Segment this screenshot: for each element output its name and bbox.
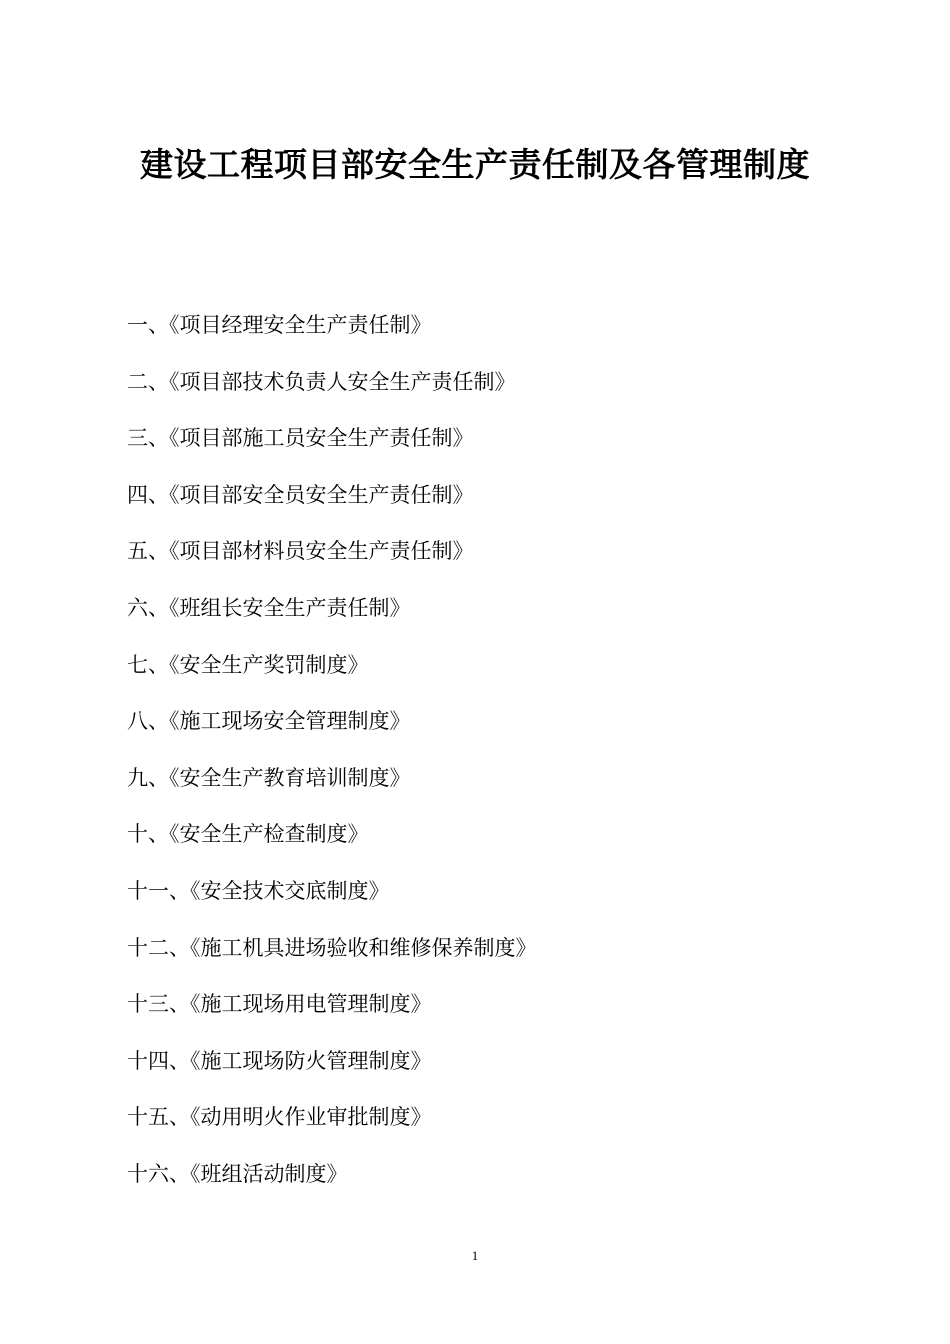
list-item: 四、《项目部安全员安全生产责任制》 xyxy=(127,482,474,507)
list-item: 六、《班组长安全生产责任制》 xyxy=(127,595,411,620)
document-title: 建设工程项目部安全生产责任制及各管理制度 xyxy=(140,145,810,184)
list-item: 八、《施工现场安全管理制度》 xyxy=(127,709,411,734)
list-item: 十五、《动用明火作业审批制度》 xyxy=(127,1105,432,1130)
list-item: 十、《安全生产检查制度》 xyxy=(127,822,369,847)
list-item: 九、《安全生产教育培训制度》 xyxy=(127,765,411,790)
list-item: 十四、《施工现场防火管理制度》 xyxy=(127,1048,432,1073)
list-item: 十一、《安全技术交底制度》 xyxy=(127,878,390,903)
list-item: 三、《项目部施工员安全生产责任制》 xyxy=(127,426,474,451)
page-number: 1 xyxy=(471,1248,479,1263)
list-item: 十三、《施工现场用电管理制度》 xyxy=(127,992,432,1017)
list-item: 二、《项目部技术负责人安全生产责任制》 xyxy=(127,369,516,394)
contents-list xyxy=(127,305,537,1211)
list-item: 一、《项目经理安全生产责任制》 xyxy=(127,313,432,337)
list-item: 十二、《施工机具进场验收和维修保养制度》 xyxy=(127,935,537,960)
list-item: 十六、《班组活动制度》 xyxy=(127,1161,348,1186)
list-item: 七、《安全生产奖罚制度》 xyxy=(127,652,369,677)
list-item: 五、《项目部材料员安全生产责任制》 xyxy=(127,539,474,564)
